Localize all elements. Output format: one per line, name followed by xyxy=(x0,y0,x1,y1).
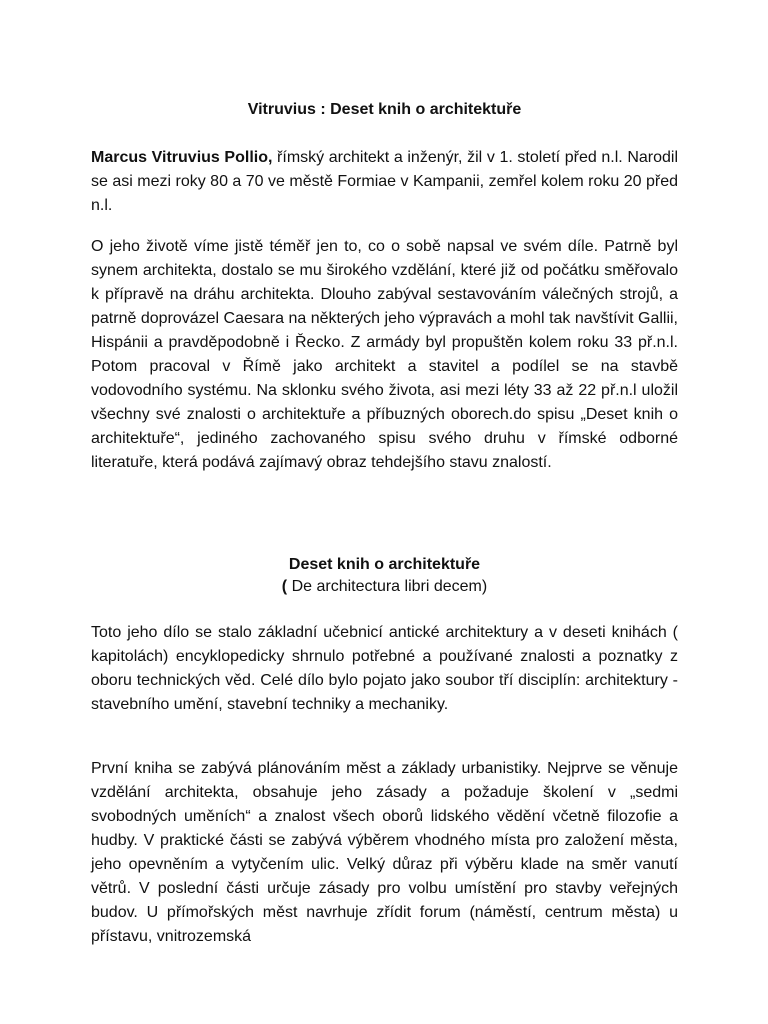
document-title: Vitruvius : Deset knih o architektuře xyxy=(247,101,522,118)
first-book-paragraph: První kniha se zabývá plánováním měst a základy urbanistiky. Nejprve se věnuje vzdělání architekta, obsahuje jeho zásady a požaduje školení v „sedmi svobodných uměních“ a znalost všech oborů lidského vědění včetně filozofie a hudby. V praktické části se zabývá výběrem vhodného místa pro založení města, jeho opevněním a vytyčením ulic. Velký důraz při výběru klade na směr vanutí větrů. V poslední části určuje zásady pro volbu umístění pro stavby veřejných budov. U přímořských měst navrhuje zřídit forum (náměstí, centrum města) u přístavu, vnitrozemská xyxy=(91,760,678,945)
intro-text: římský architekt a inženýr, žil v 1. století před n.l. Narodil se asi mezi roky 80 a 70 ve městě Formiae v Kampanii, zemřel kolem roku 20 před n.l. xyxy=(91,149,679,214)
section-heading: Deset knih o architektuře xyxy=(288,556,481,573)
section-subheading xyxy=(91,576,678,598)
work-description-paragraph: Toto jeho dílo se stalo základní učebnicí antické architektury a v deseti knihách ( kapitolách) encyklopedicky shrnulo potřebné a používané znalosti a poznatky z oboru technických věd. Celé dílo bylo pojato jako soubor tří disciplín: architektury - stavebního umění, stavební techniky a mechaniky. xyxy=(91,624,678,713)
subheading-text: De architectura libri decem) xyxy=(287,578,488,595)
subheading-paren: ( xyxy=(281,578,288,595)
intro-paragraph xyxy=(91,146,678,218)
biography-paragraph: O jeho životě víme jistě téměř jen to, co o sobě napsal ve svém díle. Patrně byl synem architekta, dostalo se mu širokého vzdělání, které již od počátku směřovalo k přípravě na dráhu architekta. Dlouho zabýval sestavováním válečných strojů, a patrně doprovázel Caesara na některých jeho výpravách a mohl tak navštívit Gallii, Hispánii a pravděpodobně i Řecko. Z armády byl propuštěn kolem roku 33 př.n.l. Potom pracoval v Římě jako architekt a stavitel a podílel se na stavbě vodovodního systému. Na sklonku svého života, asi mezi léty 33 až 22 př.n.l uložil všechny své znalosti o architektuře a příbuzných oborech.do spisu „Deset knih o architektuře“, jediného zachovaného spisu svého druhu v římské odborné literatuře, která podává zajímavý obraz tehdejšího stavu znalostí. xyxy=(91,238,678,471)
author-name: Marcus Vitruvius Pollio, xyxy=(91,149,273,166)
